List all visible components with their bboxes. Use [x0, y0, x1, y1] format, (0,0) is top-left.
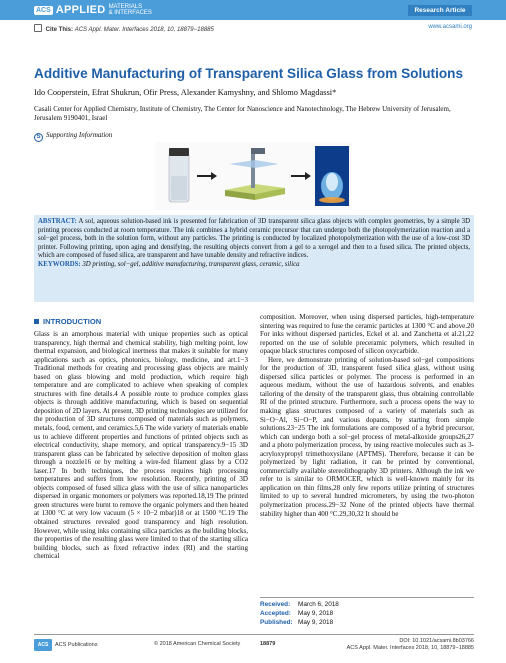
article-title: Additive Manufacturing of Transparent Silica Glass from Solutions: [34, 66, 464, 81]
abstract-label: ABSTRACT:: [38, 218, 77, 225]
supporting-information-link[interactable]: S Supporting Information: [34, 131, 112, 142]
right-column: [260, 313, 474, 518]
supporting-info-icon: S: [34, 133, 43, 142]
keywords-text: 3D printing, sol−gel, additive manufacturing, transparent glass, ceramic, silica: [82, 260, 300, 268]
cite-reference[interactable]: ACS Appl. Mater. Interfaces 2018, 10, 18879−18885: [74, 27, 214, 33]
received-date: March 6, 2018: [298, 601, 339, 608]
published-label: Published:: [260, 619, 293, 626]
journal-name-sub: MATERIALS & INTERFACES: [108, 4, 152, 16]
intro-paragraph-3: Here, we demonstrate printing of solution-based sol−gel compositions for the production of 3D, transparent fused silica glass, without using dispersed silica particles or polymer. The process is performed in an aqueous medium, without the use of hazardous solvents, and enables tailoring of the density of the transparent glass, thus obtaining controllable RI of the printed structure. Furthermore, such a process opens the way to making glass structures composed of a variety of materials such as Si−O−Al, Si−O−P, and various dopants, by starting from simple solutions.23−25 The ink formulations are composed of a hybrid precursor, which can undergo both a sol−gel process of metal-alkoxide groups26,27 and a photo polymerization process, by using reactive molecules such as 3-acryloxypropyl trimethoxysilane (APTMS). Therefore, because it can be polymerized by light radiation, it can be printed by conventional, commercially available stereolithography 3D printers. Although the ink we refer to is similar to ORMOCER, which is well-known mainly for its application on thin films,28 only few reports utilize printing of structures limited to up to several hundred micrometers, by using the two-photon polymerization process.29−32 None of the printed objects have thermal stability higher than 400 °C.29,30,32 It should be: [260, 355, 474, 518]
journal-website-link[interactable]: www.acsami.org: [428, 24, 472, 30]
section-bullet-icon: [34, 319, 39, 324]
published-date: May 9, 2018: [298, 619, 334, 626]
cite-label: Cite This:: [45, 27, 74, 33]
publication-history: [260, 597, 474, 627]
journal-header-bar: [0, 0, 506, 20]
journal-name-applied: APPLIED: [55, 4, 106, 16]
left-column: [34, 317, 248, 561]
keywords-label: KEYWORDS:: [38, 260, 81, 268]
citation-bar: [34, 24, 472, 34]
intro-paragraph-1: Glass is an amorphous material with unique properties such as optical transparency, high thermal and chemical stability, high melting point, low thermal expansion, and biological inertness that makes it suitable for many applications such as optics, photonics, biology, medicine, and art.1−3 Traditional methods for creating and processing glass objects are mainly based on glass blowing and mold production, which require high temperature and are complicated to achieve when speaking of complex structures with fine details.4 A possible route to produce complex glass objects is through additive manufacturing, which is based on sequential deposition of 2D layers. At present, 3D printing technologies are utilized for the production of 3D structures composed of materials such as polymers, metals, food, cement, and ceramics.5,6 The wide variety of materials enable us to achieve different properties and functions of printed objects such as electrical conductivity, shape memory, and optical transparency.9−15 3D transparent glass can be fabricated by selective deposition of molten glass through a nozzle16 or by melting a wire-fed filament glass by a CO2 laser.17 In both techniques, the process requires high processing temperatures and suffers from low resolution. Recently, printing of 3D objects composed of fused silica glass with the use of silica nanoparticles dispersed in organic monomers or polymers was reported.18,19 The printed green structures were burnt to remove the organic polymers and then heated at 1300 °C at very low vacuum (5 × 10−2 mbar)18 or at 1500 °C.19 The obtained structures revealed good transparency and high resolution. However, while using inks containing silica particles as the building blocks, the properties of the resulting glass were limited to that of the starting silica building blocks, such as fixed refractive index (RI) and the starting chemical: [34, 330, 248, 561]
page-number: 18879: [260, 641, 276, 647]
acs-logo: ACS: [36, 6, 51, 14]
cite-icon[interactable]: [34, 24, 42, 32]
affiliation: Casali Center for Applied Chemistry, Institute of Chemistry, The Center for Nanoscience and Nanotechnology, The Hebrew University of Jerusalem, Jerusalem 9190401, Israel: [34, 105, 451, 122]
accepted-label: Accepted:: [260, 610, 291, 617]
accepted-date: May 9, 2018: [298, 610, 334, 617]
journal-logo: [34, 3, 152, 17]
toc-graphic: [155, 142, 351, 210]
acs-pubs-icon: ACS: [34, 639, 52, 651]
doi-block: [347, 638, 474, 652]
copyright: © 2018 American Chemical Society: [154, 641, 241, 647]
glass-object-image: [315, 146, 349, 206]
author-list: Ido Cooperstein, Efrat Shukrun, Ofir Press, Alexander Kamyshny, and Shlomo Magdassi*: [34, 88, 337, 97]
intro-paragraph-2: composition. Moreover, when using dispersed particles, high-temperature sintering was required to fuse the ceramic particles at 1300 °C and above.20 For inks without dispersed particles, Eckel et al. and Zanchetta et al.21,22 reported on the use of soluble preceramic polymers, which resulted in opaque black structures composed of silicon oxycarbide.: [260, 313, 474, 356]
received-label: Received:: [260, 601, 291, 608]
liquid-vial-image: [169, 148, 189, 202]
article-type-badge: Research Article: [408, 5, 472, 16]
doi-link[interactable]: DOI: 10.1021/acsami.8b03766: [399, 638, 474, 644]
acs-publications-logo[interactable]: ACS ACS Publications: [34, 639, 98, 651]
abstract-box: [34, 215, 474, 302]
intro-heading: INTRODUCTION: [34, 317, 248, 326]
page-footer: [34, 634, 474, 655]
footer-journal-ref: ACS Appl. Mater. Interfaces 2018, 10, 18879−18885: [346, 645, 474, 651]
abstract-text: A sol, aqueous solution-based ink is presented for fabrication of 3D transparent silica glass objects with complex geometries, by a simple 3D printing process conducted at room temperature. The ink combines a hybrid ceramic precursor that can undergo both the photopolymerization reaction and a sol−gel process, both in the solution form, without any particles. The printing is conducted by localized photopolymerization with the use of a low-cost 3D printer. Following printing, upon aging and densifying, the resulting objects convert from a gel to a xerogel and then to a fused silica. The printed objects, which are composed of fused silica, are transparent and have tunable density and refractive indices.: [38, 218, 470, 260]
